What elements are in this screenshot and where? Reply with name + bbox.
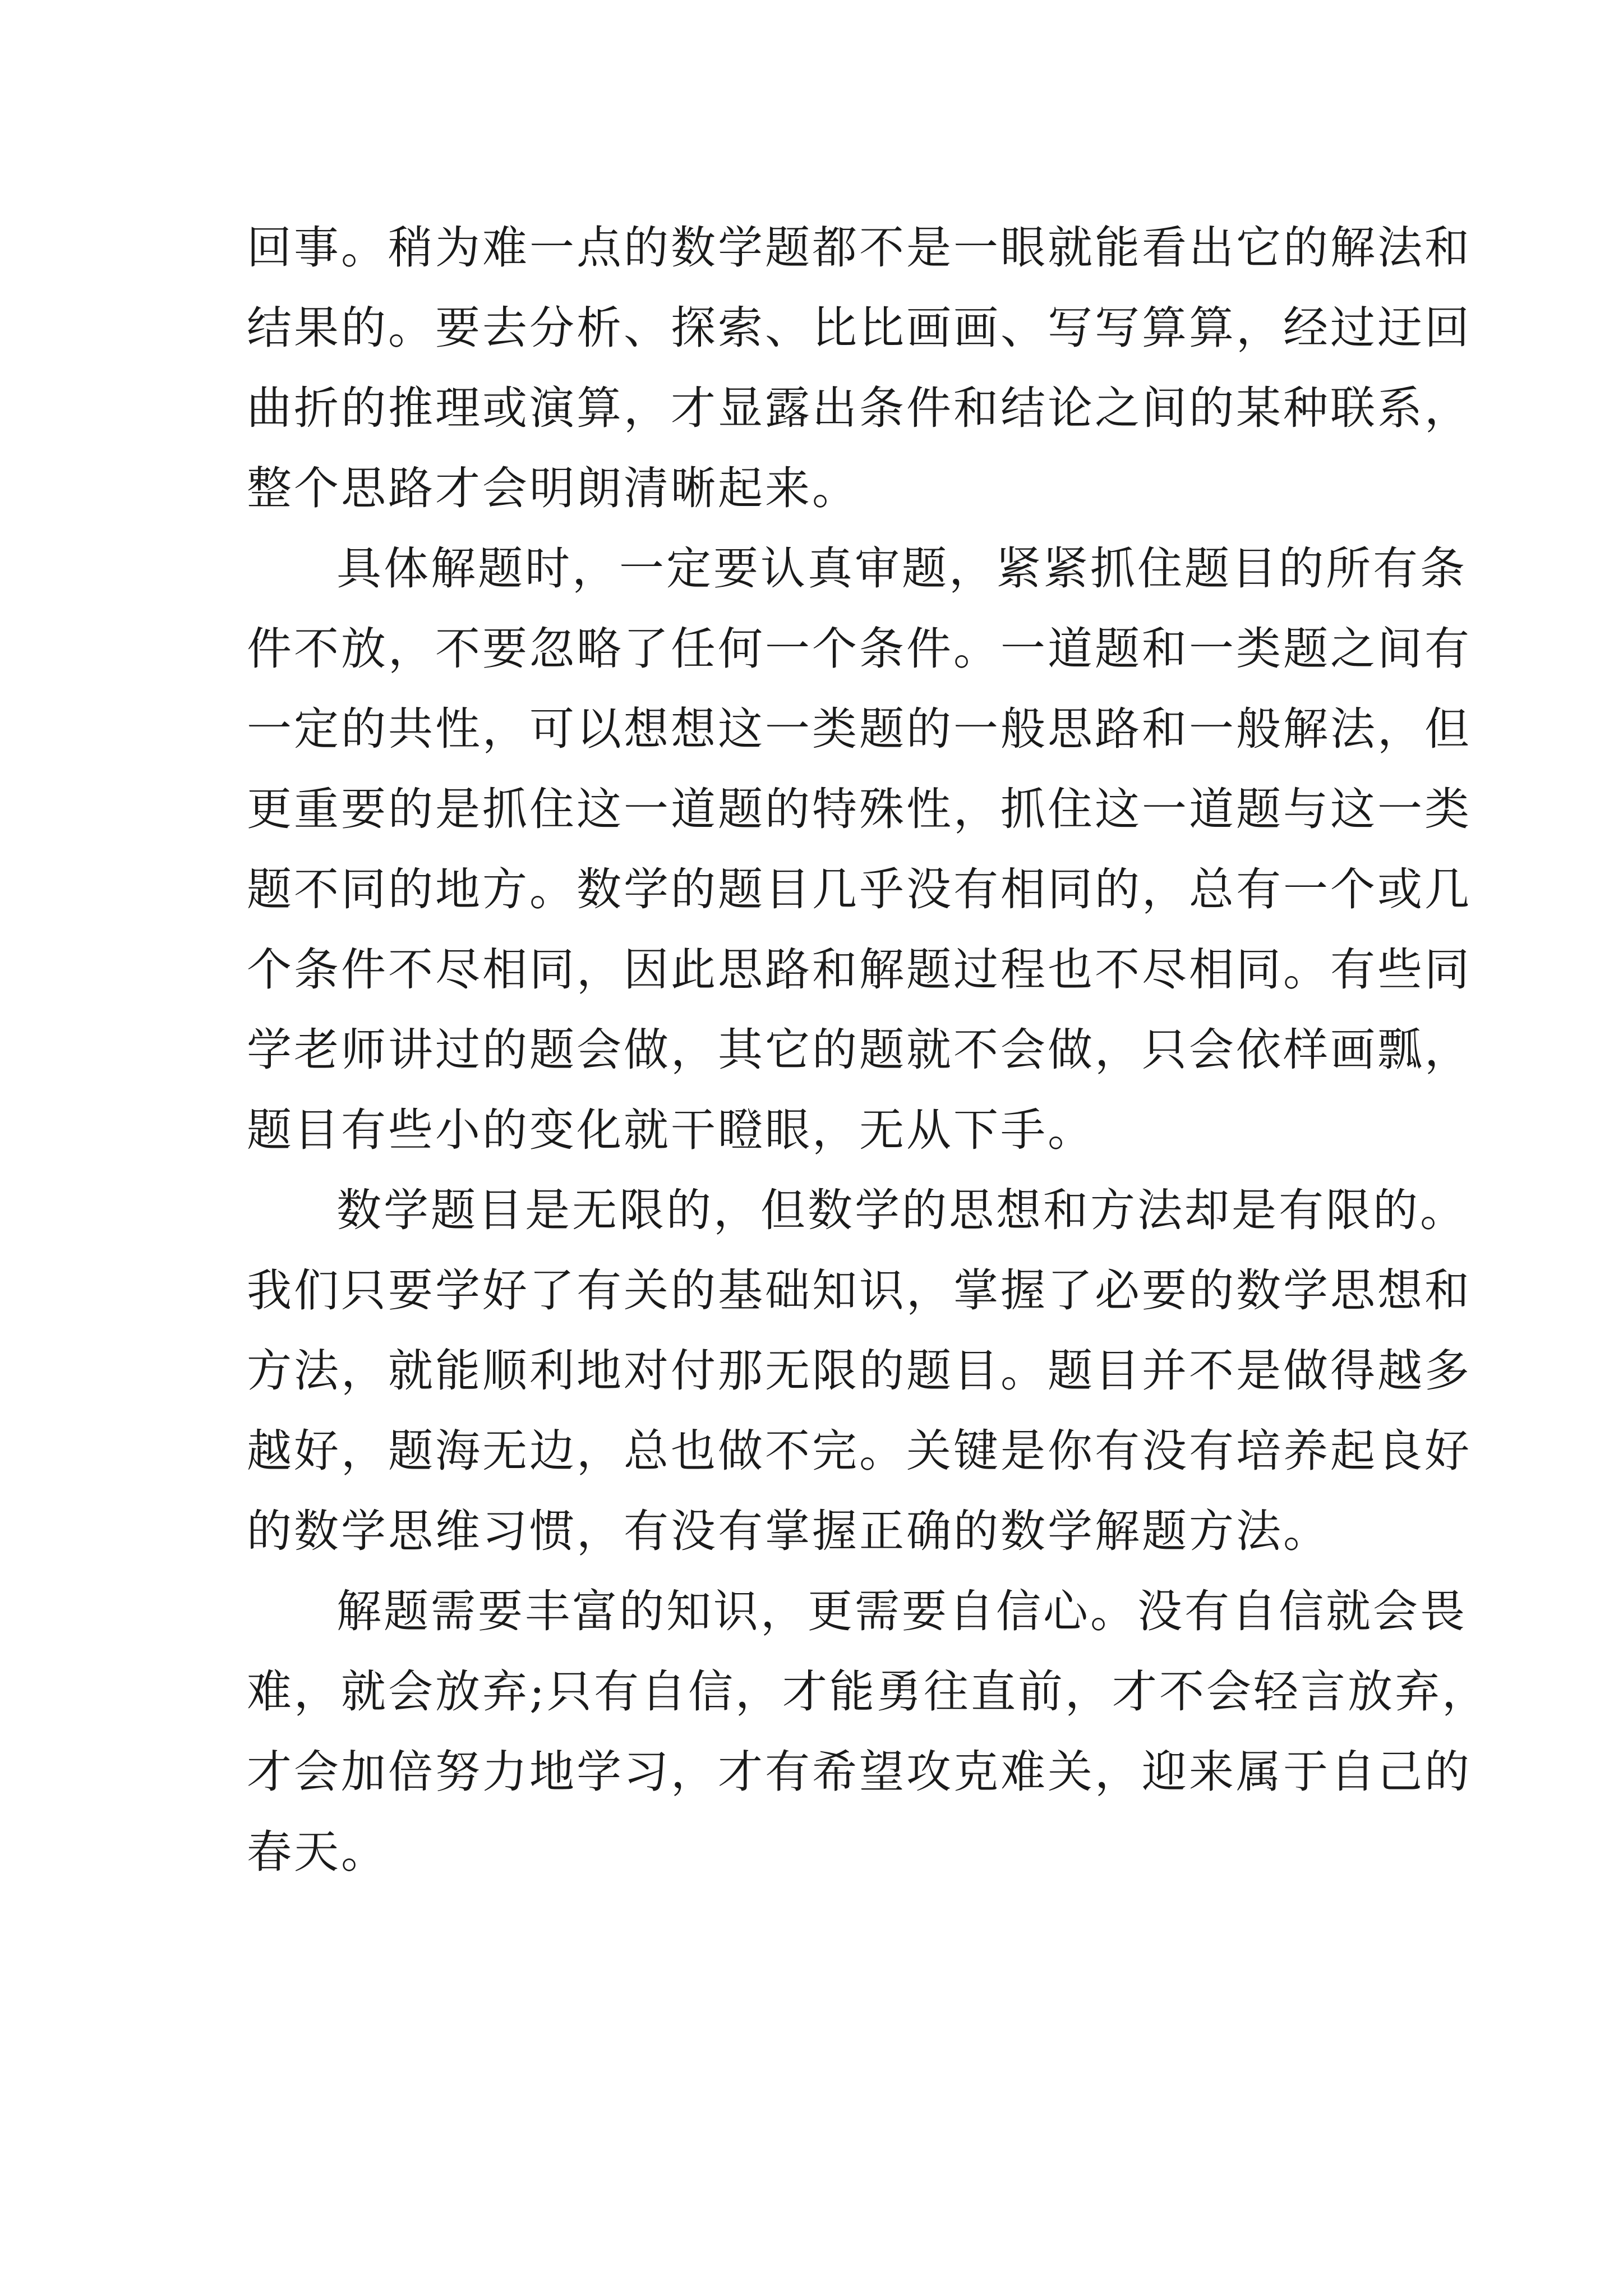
paragraph-2-line-2: 件不放，不要忽略了任何一个条件。一道题和一类题之间有 <box>247 623 1472 675</box>
paragraph-4-line-2: 难，就会放弃;只有自信，才能勇往直前，才不会轻言放弃， <box>247 1665 1489 1718</box>
paragraph-2-line-8: 题目有些小的变化就干瞪眼，无从下手。 <box>247 1104 1095 1156</box>
paragraph-2-line-3: 一定的共性，可以想想这一类题的一般思路和一般解法，但 <box>247 703 1472 755</box>
paragraph-2-line-4: 更重要的是抓住这一道题的特殊性，抓住这一道题与这一类 <box>247 783 1472 835</box>
paragraph-1-line-2: 结果的。要去分析、探索、比比画画、写写算算，经过迂回 <box>247 302 1472 354</box>
paragraph-4-line-1: 解题需要丰富的知识，更需要自信心。没有自信就会畏 <box>336 1585 1467 1637</box>
paragraph-1-line-4: 整个思路才会明朗清晰起来。 <box>247 462 859 514</box>
paragraph-3-line-3: 方法，就能顺利地对付那无限的题目。题目并不是做得越多 <box>247 1345 1472 1397</box>
paragraph-3-line-4: 越好，题海无边，总也做不完。关键是你有没有培养起良好 <box>247 1425 1472 1477</box>
paragraph-4-line-4: 春天。 <box>247 1826 388 1878</box>
paragraph-1-line-1: 回事。稍为难一点的数学题都不是一眼就能看出它的解法和 <box>247 222 1472 274</box>
body-text <box>247 208 1489 1892</box>
paragraph-3-line-5: 的数学思维习惯，有没有掌握正确的数学解题方法。 <box>247 1505 1330 1557</box>
paragraph-2-line-7: 学老师讲过的题会做，其它的题就不会做，只会依样画瓢， <box>247 1024 1472 1076</box>
paragraph-2-line-1: 具体解题时，一定要认真审题，紧紧抓住题目的所有条 <box>336 542 1467 595</box>
paragraph-3-line-2: 我们只要学好了有关的基础知识，掌握了必要的数学思想和 <box>247 1264 1472 1317</box>
paragraph-3-line-1: 数学题目是无限的，但数学的思想和方法却是有限的。 <box>336 1184 1467 1236</box>
paragraph-4-line-3: 才会加倍努力地学习，才有希望攻克难关，迎来属于自己的 <box>247 1746 1472 1798</box>
paragraph-2-line-6: 个条件不尽相同，因此思路和解题过程也不尽相同。有些同 <box>247 944 1472 996</box>
paragraph-1-line-3: 曲折的推理或演算，才显露出条件和结论之间的某种联系， <box>247 382 1472 434</box>
paragraph-2-line-5: 题不同的地方。数学的题目几乎没有相同的，总有一个或几 <box>247 863 1472 915</box>
